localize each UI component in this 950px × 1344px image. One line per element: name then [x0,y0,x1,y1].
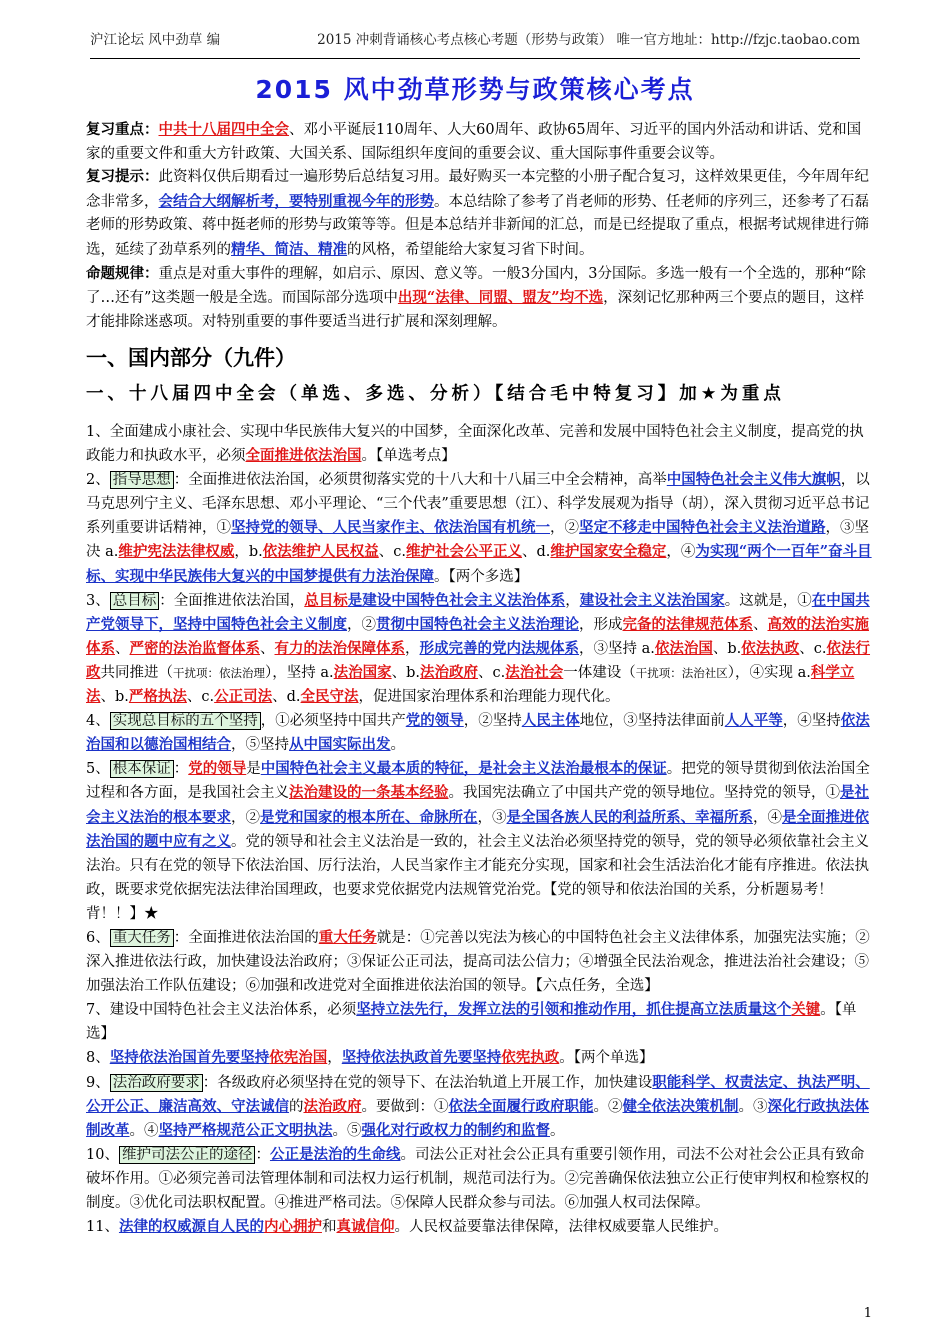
highlight: 维护社会公平正义 [406,543,523,561]
highlight: 依宪治国 [269,1049,328,1067]
text: ，⑤坚持 [231,737,289,754]
item-4: 4、 实现总目标的五个坚持 ，①必须坚持中国共产党的领导，②坚持人民主体地位，③坚持法律面前人人平等，④坚持依法治国和以德治国相结合，⑤坚持从中国实际出发。 [86,712,870,754]
highlight: 法治国家 [333,663,392,681]
highlight: 中共十八届四中全会 [158,121,289,138]
highlight: 人人平等 [724,712,783,730]
highlight: 关键 [791,1001,821,1019]
highlight: 党的领导 [188,760,247,778]
highlight: 坚持立法先行，发挥立法的引领和推动作用，抓住提高立法质量这个 [356,1001,792,1019]
text: 、b. [391,664,421,681]
content-body [86,420,878,1239]
highlight: 人民主体 [521,712,580,730]
highlight: 法治建设的一条基本经验 [289,784,449,802]
highlight: 科学立法 [86,663,855,706]
item-3: 3、 总目标 ：全面推进依法治国，总目标是建设中国特色社会主义法治体系，建设社会主义法治国家。这就是，①在中国共产党领导下，坚持中国特色社会主义制度，②贯彻中国特色社会主义法治理论，形成完备的法律规范体系、高效的法治实施体系、严密的法治监督体系、有力的法治保障体系，形成完善的党内法规体系，③坚持 a.依法治国、b.依法执政、c.依法行政共同推进（干扰项：依法治理），坚持 a.法治国家、b.法治政府、c.法治社会一体建设（干扰项：法治社区），④实现 a.科学立法、b.严格执法、c.公正司法、d.全民守法，促进国家治理体系和治理能力现代化。 [86,591,871,706]
text: 。⑤ [332,1122,362,1139]
highlight: 维护国家安全稳定 [550,543,667,561]
highlight: 法治政府 [420,663,479,681]
text: 。人民权益要靠法律保障，法律权威要靠人民维护。 [394,1219,728,1236]
item-9: 9、 法治政府要求 ：各级政府必须坚持在党的领导下、在法治轨道上开展工作，加快建设职能科学、权责法定、执法严明、公开公正、廉洁高效、守法诚信的法治政府。要做到：①依法全面履行政府职能。②健全依法决策机制。③深化行政执法体制改革。④坚持严格规范公正文明执法。⑤强化对行政权力的制约和监督。 [86,1073,870,1139]
highlight: 中国特色社会主义最本质的特征，是社会主义法治最根本的保证 [260,760,667,778]
item-2: 2、 指导思想 ：全面推进依法治国，必须贯彻落实党的十八大和十八届三中全会精神，高举中国特色社会主义伟大旗帜，以马克思列宁主义、毛泽东思想、邓小平理论、“三个代表”重要思想（江）、科学发展观为指导（胡），深入贯彻习近平总书记系列重要讲话精神，①坚持党的领导、人民当家作主、依法治国有机统一，②坚定不移走中国特色社会主义法治道路，③坚决 a.维护宪法法律权威，b.依法维护人民权益、c.维护社会公平正义、d.维护国家安全稳定，④为实现“两个一百年”奋斗目标、实现中华民族伟大复兴的中国梦提供有力法治保障。【两个多选】 [86,471,872,585]
text: 的 [289,1098,304,1115]
highlight: 法治社会 [505,663,564,681]
boxed-label: 重大任务 [110,929,174,947]
highlight: 依法治国 [654,639,713,657]
text: 。③ [738,1098,768,1115]
boxed-label: 根本保证 [110,760,174,778]
highlight: 党的领导 [405,712,464,730]
text: 、c. [799,640,827,657]
highlight: 公正是法治的生命线 [269,1145,401,1163]
text: 。要做到：① [361,1098,449,1115]
highlight: 是社会主义法治的根本要求 [86,784,869,826]
text: 。④ [129,1122,159,1139]
highlight: 会结合大纲解析考，要特别重视今年的形势 [158,192,434,210]
highlight: 依法行政 [86,639,871,681]
text: 。这就是，① [724,592,812,609]
item-10: 10、 维护司法公正的途径 ：公正是法治的生命线。司法公正对社会公正具有重要引领作用，司法不公对社会公正具有致命破坏作用。①必须完善司法管理体制和司法权力运行机制，规范司法行为。②完善确保依法独立公正行使审判权和检察权的制度。③优化司法职权配置。④推进严格司法。⑤保障人民群众参与司法。⑥加强人权司法保障。 [86,1145,869,1211]
highlight: 依法维护人民权益 [262,543,379,561]
text: ， [565,592,580,609]
intro-section [86,118,870,334]
text: 是 [246,761,261,778]
text: 。司法公正对社会公正具有重要引领作用，司法不公对社会公正具有致命破坏作用。①必须完善司法管理体制和司法权力运行机制，规范司法行为。②完善确保依法独立公正行使审判权和检察权的制度。③优化司法职权配置。④推进严格司法。⑤保障人民群众参与司法。⑥加强人权司法保障。 [86,1146,869,1211]
highlight: 中国特色社会主义伟大旗帜 [666,471,841,489]
text: 。【两个单选】 [559,1050,654,1067]
text: 、 [753,616,768,633]
highlight: 深化行政执法体制改革 [86,1097,869,1139]
highlight: 强化对行政权力的制约和监督 [361,1121,550,1139]
highlight: 健全依法决策机制 [622,1097,739,1115]
item-11: 11、法律的权威源自人民的内心拥护和真诚信仰。人民权益要靠法律保障，法律权威要靠人民维护。 [86,1218,728,1236]
small-note: 干扰项：依法治理 [173,665,265,680]
highlight: 形成完善的党内法规体系 [419,639,579,657]
boxed-label: 总目标 [110,592,160,610]
highlight: 严格执法 [128,688,187,706]
text: 。 [550,1122,565,1139]
text: 就是：①完善以宪法为核心的中国特色社会主义法律体系，加强宪法实施；②深入推进依法行政，加快建设法治政府；③保证公正司法，提高司法公信力；④增强全民法治观念，推进法治社会建设；⑤加强法治工作队伍建设；⑥加强和改进党对全面推进依法治国的领导。【六点任务，全选】 [86,929,870,995]
subsection-heading: 一、十八届四中全会（单选、多选、分析）【结合毛中特复习】加★为重点 [86,384,785,404]
highlight: 真诚信仰 [336,1218,395,1236]
highlight: 是党和国家的根本所在、命脉所在 [260,808,478,826]
highlight: 从中国实际出发 [289,736,391,754]
highlight: 坚持严格规范公正文明执法 [158,1121,333,1139]
text: 7、建设中国特色社会主义法治体系，必须 [86,1002,357,1019]
intro-review-focus [86,118,870,166]
text: 地位，③坚持法律面前 [579,713,725,730]
text: ，④ [753,809,782,826]
text: 共同推进（ [100,664,173,681]
highlight: 精华、简洁、精准 [231,240,347,258]
text: 、b. [712,640,742,657]
text: ：全面推进依法治国的 [173,929,319,946]
highlight: 出现“法律、同盟、盟友”均不选 [397,289,604,307]
boxed-label: 实现总目标的五个坚持 [110,712,261,730]
text: 、邓小平诞辰110周年、人大60周年、政协65周年、习近平的国内外活动和讲话、党和国家的重要文件和重大方针政策、大国关系、国际组织年度间的重要会议、重大国际事件重要会议等。 [86,122,862,162]
highlight: 有力的法治保障体系 [274,639,405,657]
highlight: 内心拥护 [263,1218,322,1236]
highlight: 依法全面履行政府职能 [448,1097,594,1115]
text: ，促进国家治理体系和治理能力现代化。 [358,689,620,706]
text: ，以马克思列宁主义、毛泽东思想、邓小平理论、“三个代表”重要思想（江）、科学发展观为指导（胡），深入贯彻习近平总书记系列重要讲话精神，① [86,472,870,537]
text: 、c. [478,664,506,681]
text: 、 [260,640,275,657]
text: 。党的领导和社会主义法治是一致的，社会主义法治必须坚持党的领导，党的领导必须依靠社会主义法治。只有在党的领导下依法治国、厉行法治，人民当家作主才能充分实现，国家和社会生活法治化才能有序推进。依法执政，既要求党依据宪法法律治国理政，也要求党依据党内法规管党治党。【党的领导和依法治国的关系，分析题易考！背！！】★ [86,833,869,922]
text: 一体建设（ [563,664,636,681]
text: 。② [593,1098,623,1115]
highlight: 维护宪法法律权威 [118,543,235,561]
highlight: 依宪执政 [501,1049,560,1067]
highlight: 严密的法治监督体系 [129,639,260,657]
item-1 [86,420,878,468]
text: 、c. [186,689,215,706]
highlight: 职能科学、权责法定、执法严明、公开公正、廉洁高效、守法诚信 [86,1073,870,1115]
text: ，③坚持 a. [579,640,655,657]
highlight: 总目标 [304,591,348,609]
text: ， [405,640,420,657]
highlight: 建设社会主义法治国家 [579,591,725,609]
text: 重点是对重大事件的理解，如启示、原因、意义等。一般3分国内，3分国际。多选一般有一个全选的，那种“除了…还有”这类题一般是全选。而国际部分选项中 [86,265,866,307]
text: 。 [390,737,405,754]
text: ，③坚决 a. [86,520,869,561]
highlight: 坚持依法治国首先要坚持 [109,1049,270,1067]
page-number: 1 [863,1306,872,1321]
text: ： [173,761,189,778]
text: 。【单选】 [86,1002,857,1043]
highlight: 完备的法律规范体系 [622,615,753,633]
text: ，④坚持 [782,713,841,730]
highlight: 高效的法治实施体系 [86,615,869,657]
text: 。本总结除了参考了肖老师的形势、任老师的序列三，还参考了石磊老师的形势政策、蒋中挺老师的形势与政策等等。但是本总结并非新闻的汇总，而是已经提取了重点，根据考试规律进行筛选，延续了劲草系列的 [86,193,869,258]
text: ，④ [666,544,696,561]
text: ：各级政府必须坚持在党的领导下、在法治轨道上开展工作，加快建设 [202,1074,653,1091]
boxed-label: 指导思想 [110,471,174,489]
highlight: 坚持依法执政首先要坚持 [341,1049,502,1067]
text: ： [255,1146,270,1163]
section-heading: 一、国内部分（九件） [86,346,296,370]
text: 。我国宪法确立了中国共产党的领导地位。坚持党的领导，① [448,785,840,802]
text: ，形成 [579,616,623,633]
text: 。【单选考点】 [361,448,456,465]
highlight: 是全面推进依法治国的题中应有之义 [86,808,869,850]
header-middle: 2015 冲刺背诵核心考点核心考题（形势与政策） 唯一官方地址：http://fzjc.taobao.com [317,32,860,48]
highlight: 全面推进依法治国 [245,447,362,465]
highlight: 法律的权威源自人民的 [118,1218,264,1236]
item-7 [86,998,878,1046]
highlight: 坚定不移走中国特色社会主义法治道路 [579,519,826,537]
text: ，②坚持 [463,713,522,730]
text: ，b. [234,544,263,561]
text: 、b. [100,689,129,706]
text: 和 [321,1219,337,1236]
intro-review-tip [86,166,870,262]
intro-exam-rules [86,263,870,335]
text: ），坚持 a. [265,664,334,681]
text: ， [327,1050,342,1067]
highlight: 重大任务 [318,928,377,946]
text: ：全面推进依法治国， [159,592,305,609]
label: 命题规律： [86,265,159,282]
highlight: 为实现“两个一百年”奋斗目标、实现中华民族伟大复兴的中国梦提供有力法治保障 [86,543,872,585]
text: 。【两个多选】 [434,568,529,585]
highlight: 依法执政 [741,639,800,657]
highlight: 坚持党的领导、人民当家作主、依法治国有机统一 [231,519,550,537]
label: 复习提示： [86,169,159,186]
highlight: 公正司法 [214,688,273,706]
highlight: 贯彻中国特色社会主义法治理论 [376,615,579,633]
header-left: 沪江论坛 风中劲草 编 [90,32,221,48]
highlight: 全民守法 [300,688,359,706]
text: ，深刻记忆那种两三个要点的题目，这样才能排除迷惑项。对特别重要的事件要适当进行扩展和深刻理解。 [86,290,865,330]
item-8: 8、坚持依法治国首先要坚持依宪治国，坚持依法执政首先要坚持依宪执政。【两个单选】 [86,1049,654,1067]
page-header [90,28,860,59]
text: 的风格，希望能给大家复习省下时间。 [347,241,594,258]
highlight: 是全国各族人民的利益所系、幸福所系 [506,808,753,826]
page-title: 2015 风中劲草形势与政策核心考点 [255,75,695,104]
label: 复习重点： [86,122,159,138]
text: 此资料仅供后期看过一遍形势后总结复习用。最好购买一本完整的小册子配合复习，这样效果更佳，今年周年纪念非常多， [86,169,869,210]
text: ，② [231,809,260,826]
text: ，② [347,616,376,633]
text: ，①必须坚持中国共产 [260,713,406,730]
text: ，③ [477,809,507,826]
text: 、 [115,640,130,657]
text: 、d. [522,544,551,561]
text: ），④实现 a. [727,664,811,681]
text: 、d. [272,689,301,706]
text: 1、全面建成小康社会、实现中华民族伟大复兴的中国梦，全面深化改革、完善和发展中国特色社会主义制度，提高党的执政能力和执政水平，必须 [86,424,864,465]
text: 、c. [378,544,407,561]
boxed-label: 维护司法公正的途径 [119,1146,256,1164]
text: ：全面推进依法治国，必须贯彻落实党的十八大和十八届三中全会精神，高举 [173,472,667,489]
text: 。把党的领导贯彻到依法治国全过程和各方面，是我国社会主义 [86,761,870,802]
boxed-label: 法治政府要求 [110,1074,203,1092]
highlight: 是建设中国特色社会主义法治体系 [347,591,566,609]
highlight: 法治政府 [303,1097,362,1115]
text: ，② [550,520,579,537]
highlight: 依法治国和以德治国相结合 [86,712,870,754]
item-5: 5、 根本保证 ：党的领导是中国特色社会主义最本质的特征，是社会主义法治最根本的保证。把党的领导贯彻到依法治国全过程和各方面，是我国社会主义法治建设的一条基本经验。我国宪法确立了中国共产党的领导地位。坚持党的领导，①是社会主义法治的根本要求，②是党和国家的根本所在、命脉所在，③是全国各族人民的利益所系、幸福所系，④是全面推进依法治国的题中应有之义。党的领导和社会主义法治是一致的，社会主义法治必须坚持党的领导，党的领导必须依靠社会主义法治。只有在党的领导下依法治国、厉行法治，人民当家作主才能充分实现，国家和社会生活法治化才能有序推进。依法执政，既要求党依据宪法法律治国理政，也要求党依据党内法规管党治党。【党的领导和依法治国的关系，分析题易考！背！！】★ [86,760,870,922]
item-6: 6、 重大任务 ：全面推进依法治国的重大任务就是：①完善以宪法为核心的中国特色社会主义法律体系，加强宪法实施；②深入推进依法行政，加快建设法治政府；③保证公正司法，提高司法公信力；④增强全民法治观念，推进法治社会建设；⑤加强法治工作队伍建设；⑥加强和改进党对全面推进依法治国的领导。【六点任务，全选】 [86,928,870,995]
highlight: 在中国共产党领导下，坚持中国特色社会主义制度 [86,591,870,633]
small-note: 干扰项：法治社区 [635,665,728,680]
